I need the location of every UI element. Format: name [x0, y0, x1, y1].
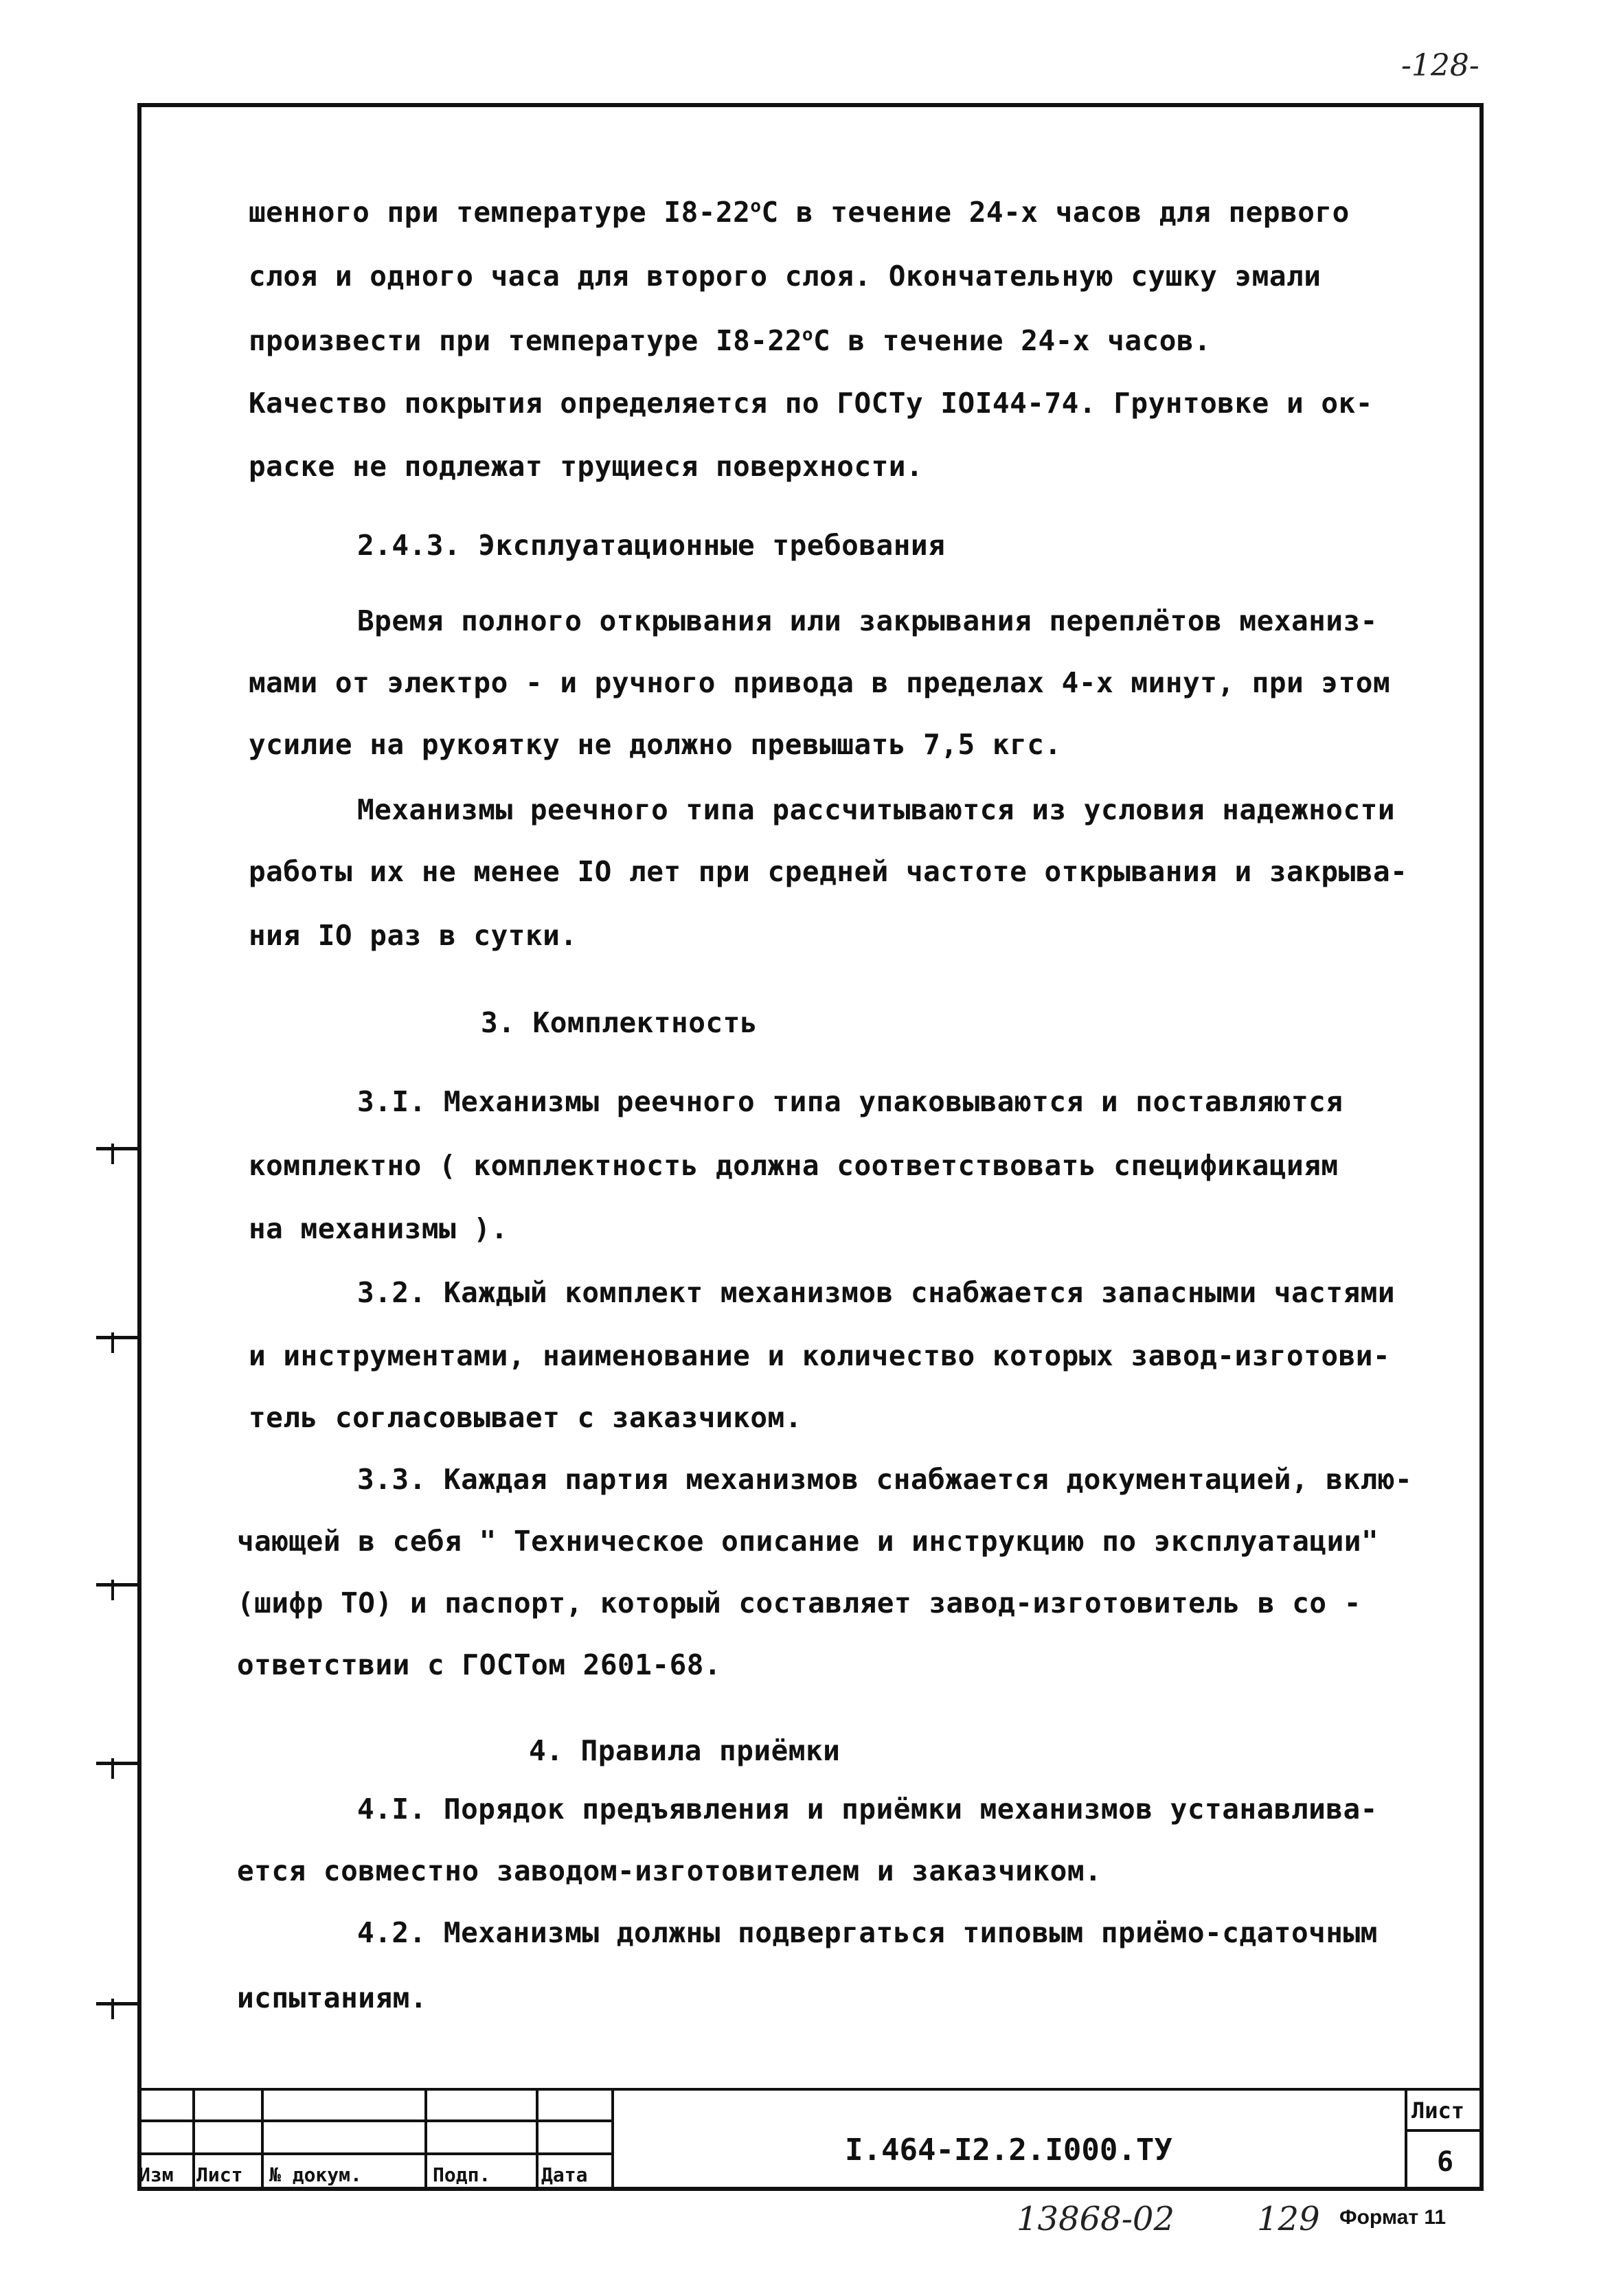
body-line: ется совместно заводом-изготовителем и заказчиком. — [237, 1854, 1102, 1887]
body-line: 4.2. Механизмы должны подвергаться типовым приёмо-сдаточным — [357, 1916, 1378, 1949]
body-line: Механизмы реечного типа рассчитываются из условия надежности — [357, 793, 1396, 826]
signature-label: Подп. — [433, 2163, 491, 2186]
title-block-column-line — [611, 2088, 614, 2191]
body-line: Время полного открывания или закрывания переплётов механиз- — [357, 604, 1378, 637]
inventory-number: 129 — [1257, 2200, 1320, 2238]
body-line: произвести при температуре I8-22$^o$C в течение 24-х часов. — [249, 324, 1212, 357]
section-heading: 3. Комплектность — [481, 1006, 758, 1039]
title-block-column-line — [536, 2088, 538, 2191]
body-line: (шифр ТО) и паспорт, который составляет завод-изготовитель в со - — [237, 1587, 1361, 1619]
sheet-number: 6 — [1437, 2146, 1454, 2178]
title-block-border — [137, 2088, 1484, 2091]
body-line: тель согласовывает с заказчиком. — [249, 1401, 802, 1434]
body-line: 3.3. Каждая партия механизмов снабжается документацией, вклю- — [357, 1463, 1413, 1496]
body-line: раске не подлежат трущиеся поверхности. — [249, 450, 924, 483]
margin-tick — [96, 1583, 139, 1587]
body-line: усилие на рукоятку не должно превышать 7,5 кгс. — [249, 728, 1062, 761]
revision-label: Изм — [139, 2163, 174, 2186]
sheet-cell-line — [1405, 2129, 1484, 2132]
sheet-label: Лист — [1411, 2098, 1465, 2124]
title-block-row-line — [137, 2152, 611, 2155]
margin-tick — [96, 2002, 139, 2005]
document-code: I.464-I2.2.I000.ТУ — [845, 2133, 1172, 2168]
archive-number: 13868-02 — [1017, 2200, 1175, 2238]
body-line: 3.2. Каждый комплект механизмов снабжается запасными частями — [357, 1276, 1396, 1309]
title-block-column-line — [192, 2088, 195, 2191]
body-line: на механизмы ). — [249, 1212, 508, 1245]
section-heading: 2.4.3. Эксплуатационные требования — [357, 529, 946, 562]
date-label: Дата — [541, 2163, 588, 2186]
body-line: чающей в себя " Техническое описание и инструкцию по эксплуатации" — [237, 1525, 1379, 1558]
margin-tick — [96, 1762, 139, 1765]
body-line: шенного при температуре I8-22$^o$C в течение 24-х часов для первого — [249, 196, 1350, 229]
body-line: Качество покрытия определяется по ГОСТу IOI44-74. Грунтовке и ок- — [249, 387, 1373, 420]
title-block-column-line — [424, 2088, 427, 2191]
body-line: работы их не менее IO лет при средней частоте открывания и закрыва- — [249, 855, 1408, 888]
body-line: 3.I. Механизмы реечного типа упаковываются и поставляются — [357, 1085, 1343, 1118]
document-number-label: № докум. — [269, 2163, 362, 2186]
title-block-column-line — [1405, 2088, 1407, 2191]
title-block-row-line — [137, 2119, 611, 2122]
title-block — [137, 2088, 1484, 2191]
section-heading: 4. Правила приёмки — [529, 1734, 841, 1767]
page-number: -128- — [1401, 48, 1479, 83]
margin-tick — [96, 1336, 139, 1339]
body-line: и инструментами, наименование и количество которых завод-изготови- — [249, 1339, 1391, 1372]
body-line: слоя и одного часа для второго слоя. Окончательную сушку эмали — [249, 260, 1322, 293]
body-line: мами от электро - и ручного привода в пределах 4-х минут, при этом — [249, 666, 1391, 699]
body-line: 4.I. Порядок предъявления и приёмки механизмов устанавлива- — [357, 1793, 1378, 1826]
sheet-column-label: Лист — [196, 2163, 243, 2186]
margin-tick — [96, 1147, 139, 1150]
body-line: ния IO раз в сутки. — [249, 919, 578, 952]
body-line: испытаниям. — [237, 1981, 428, 2014]
format-label: Формат 11 — [1339, 2206, 1447, 2229]
body-line: ответствии с ГОСТом 2601-68. — [237, 1648, 722, 1681]
title-block-column-line — [261, 2088, 264, 2191]
body-line: комплектно ( комплектность должна соответствовать спецификациям — [249, 1149, 1339, 1182]
